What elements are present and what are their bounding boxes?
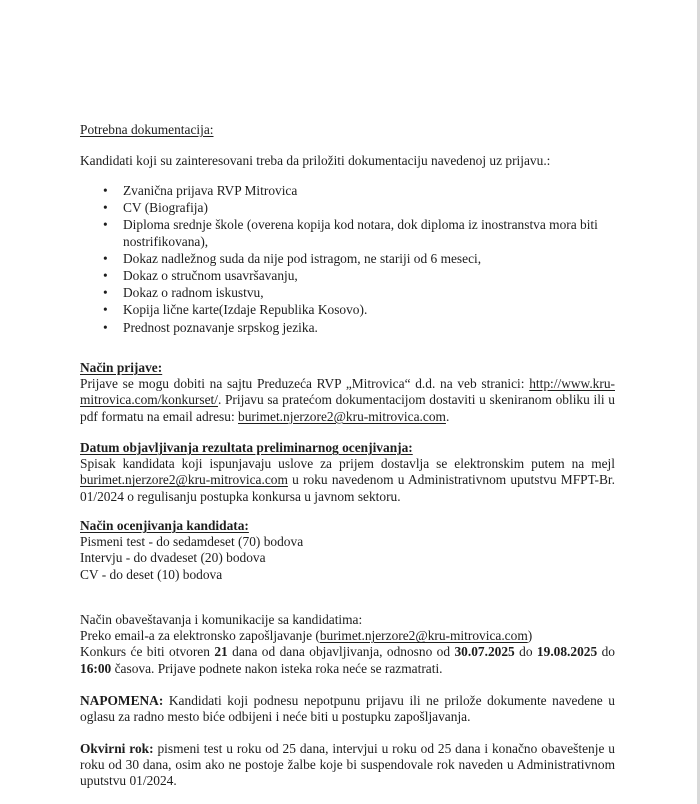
list-item: • Diploma srednje škole (overena kopija kod notara, dok diploma iz inostranstva mora biti nostrifikovana), — [103, 217, 598, 249]
results-section — [80, 440, 615, 505]
documentation-intro: Kandidati koji su zainteresovani treba da priložiti dokumentaciju navedenoj uz prijavu.: — [80, 153, 551, 168]
bullet-icon: • — [103, 183, 108, 198]
communication-heading: Način obaveštavanja i komunikacije sa kandidatima: — [80, 612, 363, 627]
open-date-to: 19.08.2025 — [536, 644, 598, 660]
documentation-list — [80, 183, 620, 336]
documentation-heading: Potrebna dokumentacija: — [80, 122, 214, 137]
bullet-icon: • — [103, 217, 108, 233]
bullet-icon: • — [103, 319, 108, 335]
communication-text: Preko email-a za elektronsko zapošljavanje ( — [80, 628, 320, 644]
list-item: • Prednost poznavanje srpskog jezika. — [103, 319, 318, 335]
list-item: • Kopija lične karte(Izdaje Republika Kosovo). — [103, 302, 368, 318]
evaluation-line: CV - do deset (10) bodova — [80, 566, 223, 582]
results-heading: Datum objavljivanja rezultata preliminarnog ocenjivanja: — [80, 440, 413, 455]
bullet-icon: • — [103, 285, 108, 301]
bullet-icon: • — [103, 200, 108, 216]
application-section: Način prijave: Prijave se mogu dobiti na sajtu Preduzeća RVP „Mitrovica“ d.d. na veb stranici: http://www.kru-mitrovica.com/konkurset/. Prijavu sa pratećom dokumentacijom dostaviti u skeniranom obliku ili u pdf formatu na email adresu: burimet.njerzore2@kru-mitrovica.com. — [80, 360, 615, 424]
note-text: Kandidati koji podnesu nepotpunu prijavu ili ne prilože dokumente navedene u oglasu za radno mesto biće odbijeni i neće biti u postupku zapošljavanja. — [80, 693, 615, 725]
list-item: • Dokaz o stručnom usavršavanju, — [103, 268, 298, 284]
list-item: • Zvanična prijava RVP Mitrovica — [103, 183, 298, 198]
timeframe-section — [80, 741, 615, 790]
communication-section: Način obaveštavanja i komunikacije sa kandidatima: Preko email-a za elektronsko zapošljavanje (burimet.njerzore2@kru-mitrovica.com) Konkurs će biti otvoren 21 dana od dana objavljivanja, odnosno od 30.07.2025 do 19.08.2025 do 16:00 časova. Prijave podnete nakon isteka roka neće se razmatrati. — [80, 612, 615, 676]
results-email-link[interactable]: burimet.njerzore2@kru-mitrovica.com — [80, 472, 288, 488]
application-text-2: . Prijavu sa pratećom dokumentacijom dostaviti u skeniranom obliku ili u pdf formatu na email adresu: — [80, 392, 615, 424]
results-text-1: Spisak kandidata koji ispunjavaju uslove za prijem dostavlja se elektronskim putem na mejl — [80, 456, 615, 472]
communication-email-link[interactable]: burimet.njerzore2@kru-mitrovica.com — [319, 628, 528, 644]
documentation-section — [80, 122, 615, 138]
open-date-from: 30.07.2025 — [454, 644, 515, 660]
application-link[interactable]: http://www.kru-mitrovica.com/konkurset/ — [80, 376, 615, 408]
timeframe-label: Okvirni rok: — [80, 741, 154, 756]
timeframe-text: pismeni test u roku od 25 dana, intervjui u roku od 25 dana i konačno obaveštenje u roku od 30 dana, osim ako ne postoje žalbe koje bi suspendovale rok naveden u Administrativnom uputstvu 01/2024. — [80, 741, 615, 789]
bullet-icon: • — [103, 302, 108, 318]
open-time: 16:00 — [80, 660, 112, 676]
application-text-1: Prijave se mogu dobiti na sajtu Preduzeća RVP „Mitrovica“ d.d. na veb stranici: — [80, 376, 530, 392]
documentation-list-wrapper — [80, 183, 620, 337]
application-email-link[interactable]: burimet.njerzore2@kru-mitrovica.com — [238, 408, 446, 424]
evaluation-heading: Način ocenjivanja kandidata: — [80, 518, 249, 533]
list-item: • Dokaz nadležnog suda da nije pod istragom, ne stariji od 6 meseci, — [103, 250, 482, 266]
evaluation-section — [80, 518, 615, 583]
note-section — [80, 693, 615, 725]
evaluation-line: Pismeni test - do sedamdeset (70) bodova — [80, 534, 304, 550]
evaluation-line: Intervju - do dvadeset (20) bodova — [80, 550, 266, 566]
note-label: NAPOMENA: — [80, 693, 164, 708]
bullet-icon: • — [103, 250, 108, 266]
open-text-1: Konkurs će biti otvoren — [80, 644, 215, 660]
open-days: 21 — [214, 644, 228, 660]
application-heading: Način prijave: — [80, 360, 163, 375]
list-item: • CV (Biografija) — [103, 200, 208, 216]
bullet-icon: • — [103, 268, 108, 284]
results-text-2: u roku navedenom u Administrativnom uputstvu MFPT-Br. 01/2024 o regulisanju postupka konkursa u javnom sektoru. — [80, 472, 615, 504]
list-item: • Dokaz o radnom iskustvu, — [103, 285, 264, 301]
